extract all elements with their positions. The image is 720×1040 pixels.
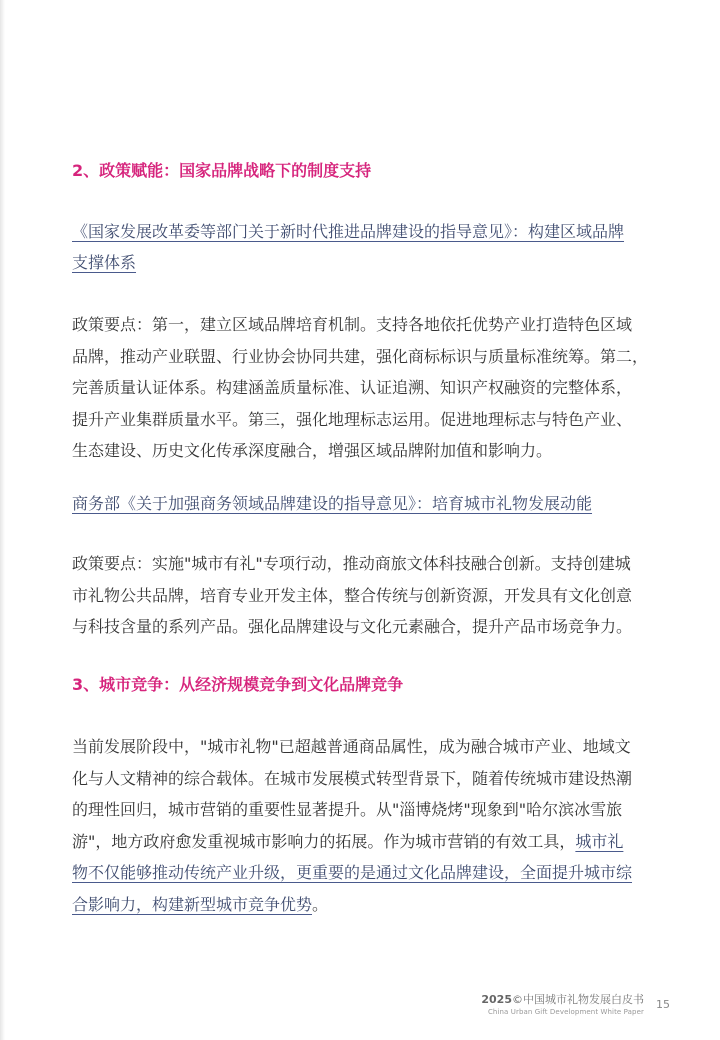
policy-1-title-line-2[interactable]: 支撑体系 — [72, 253, 137, 272]
policy-1-body-line: 生态建设、历史文化传承深度融合，增强区域品牌附加值和影响力。 — [72, 441, 553, 460]
footer-title — [481, 993, 644, 1007]
section-3-body-line: 的理性回归，城市营销的重要性显著提升。从"淄博烧烤"现象到"哈尔滨冰雪旅 — [72, 800, 623, 819]
policy-2-body-line: 市礼物公共品牌，培育专业开发主体，整合传统与创新资源，开发具有文化创意 — [72, 585, 633, 605]
policy-1-body — [72, 309, 676, 467]
section-2-heading: 2、政策赋能：国家品牌战略下的制度支持 — [72, 161, 372, 180]
footer-title-cn: 中国城市礼物发展白皮书 — [523, 993, 644, 1006]
section-3-heading: 3、城市竞争：从经济规模竞争到文化品牌竞争 — [72, 675, 404, 694]
policy-1-body-line: 政策要点：第一，建立区域品牌培育机制。支持各地依托优势产业打造特色区域 — [72, 315, 633, 334]
section-3-end-punct: 。 — [312, 894, 329, 914]
footer-year: 2025 — [481, 993, 512, 1006]
section-3-highlight-line-2[interactable]: 物不仅能够推动传统产业升级，更重要的是通过文化品牌建设，全面提升城市综 — [72, 863, 633, 882]
section-3-highlight-start[interactable]: 城市礼 — [575, 831, 624, 851]
policy-2-title-text[interactable]: 商务部《关于加强商务领域品牌建设的指导意见》：培育城市礼物发展动能 — [72, 494, 593, 513]
footer-title-en: China Urban Gift Development White Paper — [487, 1008, 644, 1016]
section-3-body-line-mixed — [72, 826, 676, 858]
policy-1-body-line: 品牌，推动产业联盟、行业协会协同共建，强化商标标识与质量标准统筹。第二， — [72, 346, 649, 366]
section-3-body-line: 游"，地方政府愈发重视城市影响力的拓展。作为城市营销的有效工具， — [72, 831, 576, 851]
copyright-icon: © — [512, 993, 523, 1006]
policy-1-body-line: 提升产业集群质量水平。第三，强化地理标志运用。促进地理标志与特色产业、 — [72, 409, 633, 429]
policy-1-title-line-1[interactable]: 《国家发展改革委等部门关于新时代推进品牌建设的指导意见》：构建区域品牌 — [72, 222, 625, 241]
section-3-body — [72, 731, 676, 920]
page-footer — [481, 993, 644, 1017]
section-3-highlight-line-3[interactable]: 合影响力，构建新型城市竞争优势 — [72, 894, 313, 914]
page-edge-shadow — [0, 0, 5, 1040]
policy-2-body-line: 与科技含量的系列产品。强化品牌建设与文化元素融合，提升产品市场竞争力。 — [72, 617, 633, 636]
policy-2-body-line: 政策要点：实施"城市有礼"专项行动，推动商旅文体科技融合创新。支持创建城 — [72, 554, 631, 573]
policy-2-title[interactable] — [72, 488, 676, 519]
section-3-body-line: 化与人文精神的综合载体。在城市发展模式转型背景下，随着传统城市建设热潮 — [72, 768, 633, 788]
policy-2-body — [72, 548, 676, 643]
page-number: 15 — [656, 998, 670, 1011]
policy-1-body-line: 完善质量认证体系。构建涵盖质量标准、认证追溯、知识产权融资的完整体系， — [72, 378, 633, 397]
section-3-body-line: 当前发展阶段中，"城市礼物"已超越普通商品属性，成为融合城市产业、地域文 — [72, 737, 631, 756]
policy-1-title[interactable] — [72, 216, 676, 278]
